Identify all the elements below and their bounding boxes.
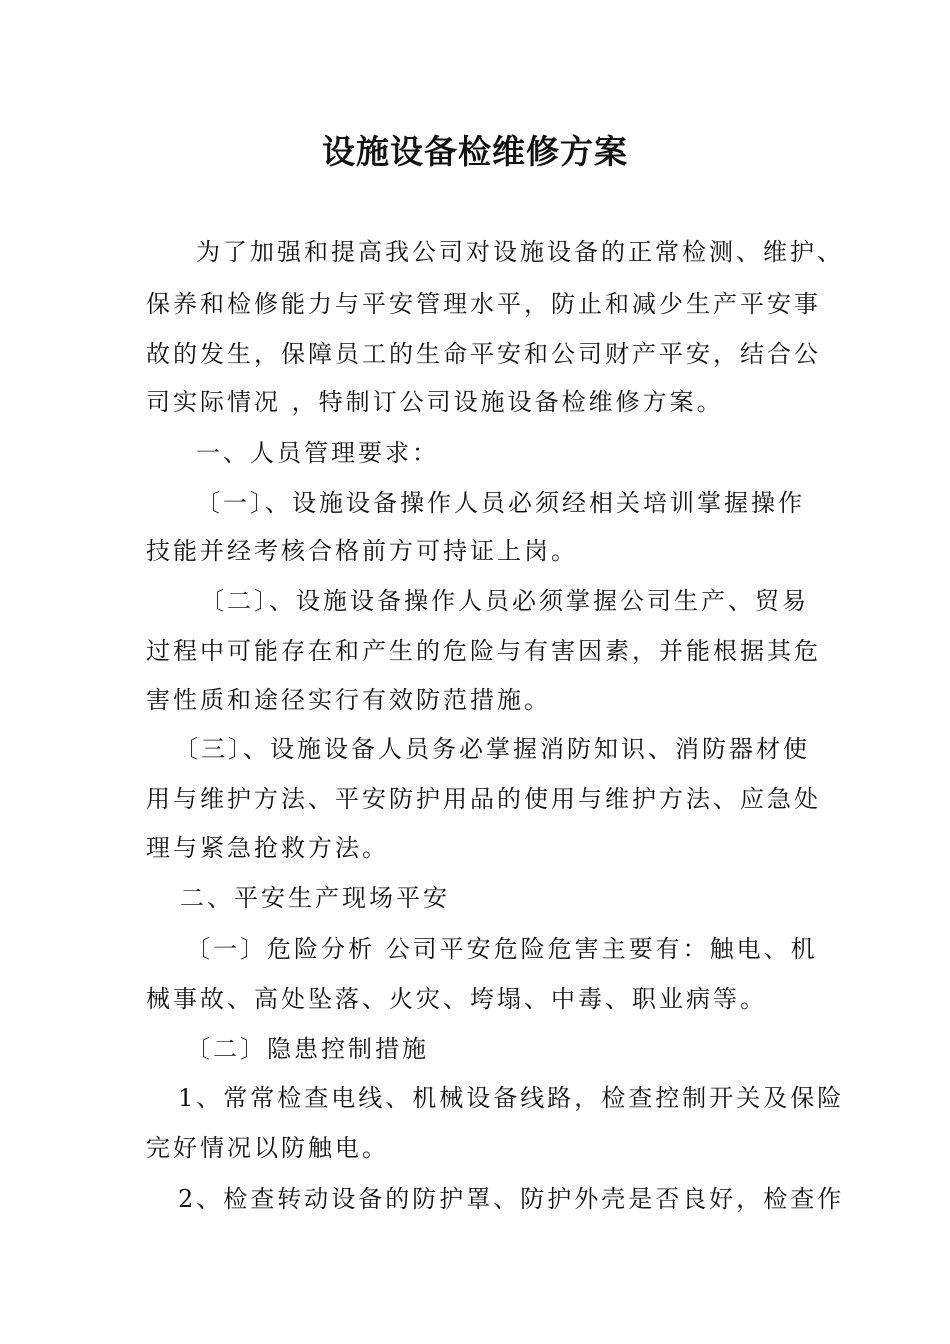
- paragraph-line: 过程中可能存在和产生的危险与有害因素，并能根据其危: [146, 637, 821, 665]
- paragraph-line: 〔一〕、设施设备操作人员必须经相关培训掌握操作: [196, 489, 805, 517]
- paragraph-line: 〔三〕、设施设备人员务必掌握消防知识、消防器材使: [174, 735, 810, 763]
- section-heading: 一、人员管理要求：: [196, 439, 439, 467]
- section-heading: 二、平安生产现场平安: [180, 884, 450, 912]
- paragraph-line: 害性质和途径实行有效防范措施。: [146, 686, 551, 714]
- paragraph-line: 1、常常检查电线、机械设备线路，检查控制开关及保险: [178, 1084, 845, 1112]
- paragraph-line: 为了加强和提高我公司对设施设备的正常检测、维护、: [196, 238, 844, 266]
- paragraph-line: 故的发生，保障员工的生命平安和公司财产平安，结合公: [146, 340, 821, 368]
- paragraph-line: 〔一〕危险分析 公司平安危险危害主要有：触电、机: [186, 935, 818, 963]
- paragraph-line: 保养和检修能力与平安管理水平，防止和减少生产平安事: [146, 290, 821, 318]
- paragraph-line: 〔二〕、设施设备操作人员必须掌握公司生产、贸易: [200, 587, 809, 615]
- paragraph-line: 2、检查转动设备的防护罩、防护外壳是否良好，检查作: [178, 1185, 845, 1213]
- paragraph-line: 械事故、高处坠落、火灾、垮塌、中毒、职业病等。: [146, 985, 767, 1013]
- document-title: 设施设备检维修方案: [322, 132, 628, 171]
- paragraph-line: 用与维护方法、平安防护用品的使用与维护方法、应急处: [146, 785, 821, 813]
- paragraph-line: 完好情况以防触电。: [146, 1134, 389, 1162]
- paragraph-line: 技能并经考核合格前方可持证上岗。: [146, 537, 578, 565]
- paragraph-line: 司实际情况 ，特制订公司设施设备检维修方案。: [146, 388, 724, 416]
- subsection-heading: 〔二〕隐患控制措施: [186, 1035, 429, 1063]
- paragraph-line: 理与紧急抢救方法。: [146, 834, 389, 862]
